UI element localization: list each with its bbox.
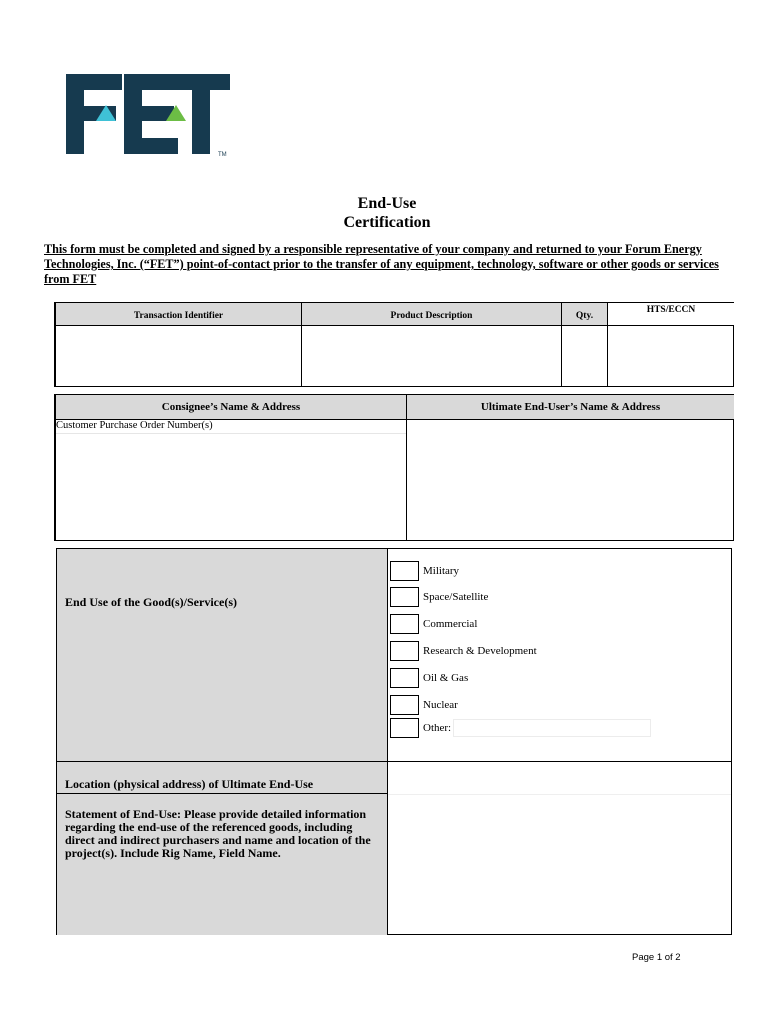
space-satellite-checkbox[interactable]: [390, 587, 419, 607]
research-development-checkbox[interactable]: [390, 641, 419, 661]
consignee-field[interactable]: [56, 434, 406, 540]
oil-gas-checkbox[interactable]: [390, 668, 419, 688]
qty-field[interactable]: [562, 325, 608, 386]
header-transaction-identifier: Transaction Identifier: [56, 303, 302, 325]
option-commercial[interactable]: Commercial: [390, 612, 477, 636]
end-use-table: [56, 548, 732, 935]
option-other[interactable]: Other:: [390, 716, 651, 740]
military-checkbox[interactable]: [390, 561, 419, 581]
statement-label: Statement of End-Use: Please provide detailed information regarding the end-use of the referenced goods, including direct and indirect purchasers and name and location of the project(s). Include Rig Name, Field Name.: [65, 807, 371, 860]
hts-eccn-field[interactable]: [608, 325, 734, 386]
parties-table: [54, 394, 734, 541]
end-use-label: End Use of the Good(s)/Service(s): [65, 595, 237, 609]
title-line-2: Certification: [343, 214, 431, 231]
po-number-label: Customer Purchase Order Number(s): [56, 420, 213, 431]
option-space-satellite[interactable]: Space/Satellite: [390, 585, 488, 609]
header-consignee: Consignee’s Name & Address: [56, 395, 406, 419]
header-qty: Qty.: [562, 303, 608, 325]
other-text-field[interactable]: [453, 719, 651, 737]
statement-field[interactable]: [388, 795, 731, 934]
option-oil-gas[interactable]: Oil & Gas: [390, 666, 468, 690]
location-field[interactable]: [388, 762, 731, 793]
fet-logo: [66, 72, 234, 158]
option-research-development[interactable]: Research & Development: [390, 639, 537, 663]
end-user-field[interactable]: [407, 420, 733, 540]
header-hts-eccn: HTS/ECCN: [608, 303, 734, 325]
location-label: Location (physical address) of Ultimate End-Use: [65, 777, 314, 791]
transaction-identifier-field[interactable]: [56, 325, 302, 386]
commercial-checkbox[interactable]: [390, 614, 419, 634]
title-line-1: End-Use: [357, 195, 417, 212]
header-product-description: Product Description: [302, 303, 562, 325]
instructions-notice: This form must be completed and signed by a responsible representative of your company and returned to your Forum Energy Technologies, Inc. (“FET”) point-of-contact prior to the transfer of any equipment, technology, software or other goods or services from FET: [44, 242, 719, 286]
option-military[interactable]: Military: [390, 559, 459, 583]
transaction-table: [54, 302, 734, 387]
other-checkbox[interactable]: [390, 718, 419, 738]
svg-text:TM: TM: [218, 152, 227, 158]
option-nuclear[interactable]: Nuclear: [390, 693, 458, 717]
page-number: Page 1 of 2: [632, 952, 681, 963]
product-description-field[interactable]: [302, 325, 562, 386]
nuclear-checkbox[interactable]: [390, 695, 419, 715]
header-end-user: Ultimate End-User’s Name & Address: [407, 395, 734, 419]
